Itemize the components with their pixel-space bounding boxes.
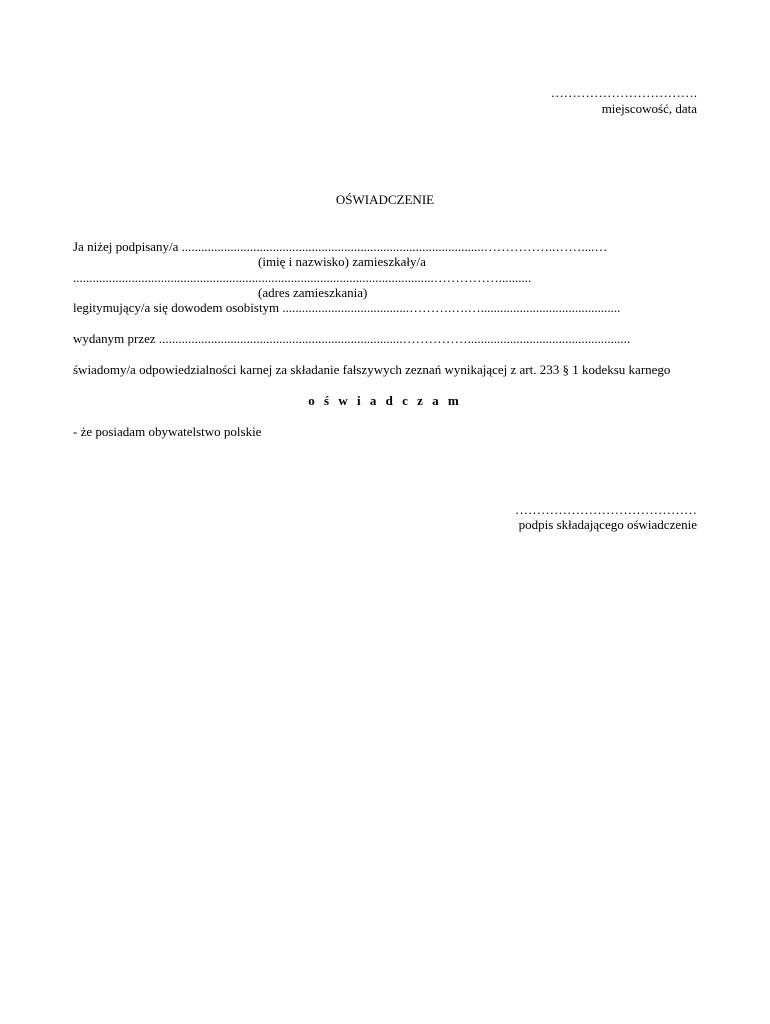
name-hint: (imię i nazwisko) zamieszkały/a <box>258 254 426 269</box>
signer-line <box>73 239 607 254</box>
awareness-paragraph: świadomy/a odpowiedzialności karnej za składanie fałszywych zeznań wynikającej z art. 233 § 1 kodeksu karnego <box>73 362 671 377</box>
document-title: OŚWIADCZENIE <box>335 192 435 207</box>
address-dots: ...............................................................................................................…………….......... <box>73 270 532 285</box>
issued-dots: ...........................................................................…………….................................................. <box>158 331 631 346</box>
signature-dots: …………………………………… <box>515 502 697 517</box>
id-dots: .......................................……….….…........................................... <box>282 300 621 315</box>
id-line <box>73 300 620 315</box>
declare-heading: o ś w i a d c z a m <box>308 393 462 408</box>
place-date-label: miejscowość, data <box>601 101 697 116</box>
id-prefix: legitymujący/a się dowodem osobistym <box>73 300 280 315</box>
place-date-dots: ……………………………. <box>550 85 697 100</box>
statement-text: - że posiadam obywatelstwo polskie <box>73 424 262 439</box>
address-hint: (adres zamieszkania) <box>258 285 368 300</box>
signer-name-dots: .............................................................................................……………..……....… <box>181 239 608 254</box>
issued-line <box>73 331 630 346</box>
signature-label: podpis składającego oświadczenie <box>518 517 697 532</box>
signer-prefix: Ja niżej podpisany/a <box>73 239 179 254</box>
issued-prefix: wydanym przez <box>73 331 156 346</box>
